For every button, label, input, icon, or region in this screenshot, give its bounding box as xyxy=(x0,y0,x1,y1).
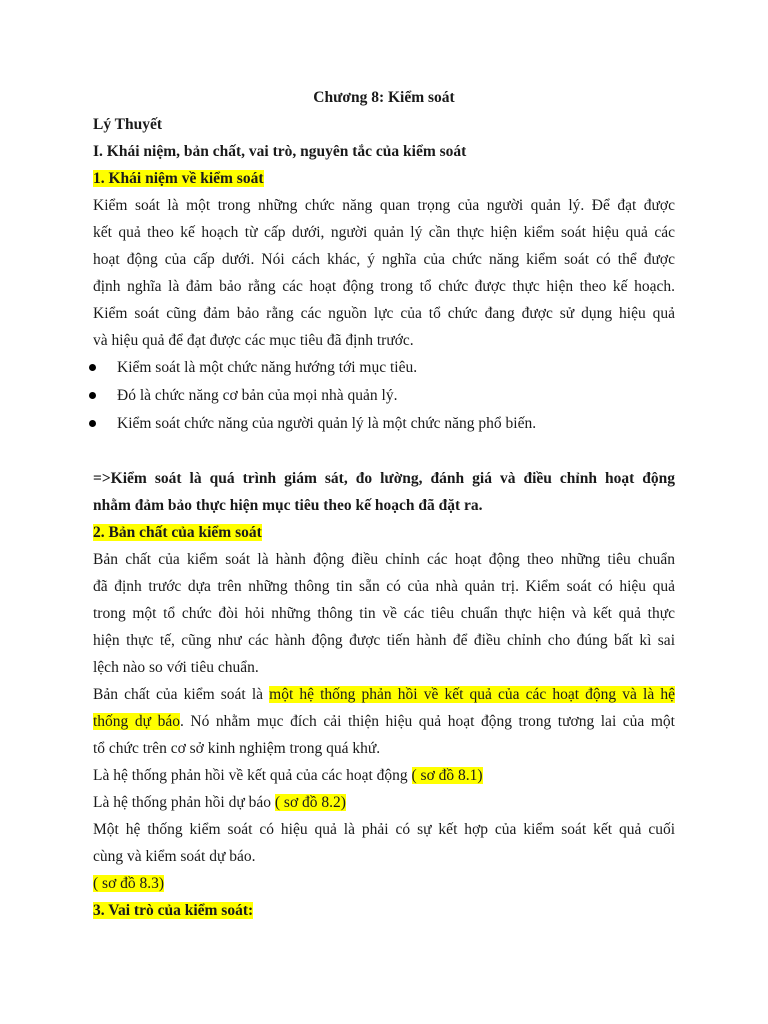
paragraph-line: hiện thực tế, cũng như các hành động được tiến hành để điều chỉnh cho đúng bất kì sai xyxy=(93,632,675,649)
list-item-text: Kiểm soát chức năng của người quản lý là một chức năng phổ biến. xyxy=(117,415,537,432)
bullet-icon xyxy=(89,364,96,371)
paragraph-line: Một hệ thống kiểm soát có hiệu quả là phải có sự kết hợp của kiểm soát kết quả cuối xyxy=(93,821,675,838)
list-item xyxy=(93,354,675,382)
paragraph-line: và hiệu quả để đạt được các mục tiêu đã định trước. xyxy=(93,332,414,349)
diagram-ref: ( sơ đồ 8.1) xyxy=(411,767,483,784)
paragraph-line: hoạt động của cấp dưới. Nói cách khác, ý nghĩa của chức năng kiểm soát có thể được xyxy=(93,251,675,268)
paragraph-line xyxy=(93,708,675,735)
diagram-ref: ( sơ đồ 8.3) xyxy=(93,875,165,892)
subsection-2-heading xyxy=(93,519,675,546)
text-run: Là hệ thống phản hồi dự báo xyxy=(93,794,275,811)
highlight: một hệ thống phản hồi về kết quả của các hoạt động và là hệ xyxy=(269,686,675,703)
document-content xyxy=(93,84,675,924)
paragraph-line: định nghĩa là đảm bảo rằng các hoạt động trong tổ chức được thực hiện theo kế hoạch. xyxy=(93,278,675,295)
combo-ref-line xyxy=(93,870,675,897)
conclusion-line: =>Kiểm soát là quá trình giám sát, đo lường, đánh giá và điều chỉnh hoạt động xyxy=(93,470,675,487)
feedback-line xyxy=(93,762,675,789)
paragraph-line: kết quả theo kế hoạch từ cấp dưới, người quản lý cần thực hiện kiểm soát hiệu quả các xyxy=(93,224,675,241)
section-heading: I. Khái niệm, bản chất, vai trò, nguyên tắc của kiểm soát xyxy=(93,143,467,160)
theory-heading: Lý Thuyết xyxy=(93,116,163,133)
highlight: thống dự báo xyxy=(93,713,180,730)
chapter-title: Chương 8: Kiểm soát xyxy=(313,89,455,106)
diagram-ref: ( sơ đồ 8.2) xyxy=(274,794,346,811)
blank-line xyxy=(93,438,675,465)
text-run: Là hệ thống phản hồi về kết quả của các hoạt động xyxy=(93,767,412,784)
paragraph-line: Kiểm soát cũng đảm bảo rằng các nguồn lực của tổ chức đang được sử dụng hiệu quả xyxy=(93,305,675,322)
list-item-text: Đó là chức năng cơ bản của mọi nhà quản lý. xyxy=(117,387,398,404)
highlight: 2. Bản chất của kiểm soát xyxy=(93,524,262,541)
paragraph-line: trong một tổ chức đòi hỏi những thông tin về các tiêu chuẩn thực hiện và kết quả thực xyxy=(93,605,675,622)
text-run: . Nó nhằm mục đích cải thiện hiệu quả hoạt động trong tương lai của một xyxy=(179,713,675,730)
list-item xyxy=(93,382,675,410)
bullet-list xyxy=(93,354,675,438)
paragraph-line: Kiểm soát là một trong những chức năng quan trọng của người quản lý. Để đạt được xyxy=(93,197,675,214)
paragraph-line: tổ chức trên cơ sở kinh nghiệm trong quá khứ. xyxy=(93,740,381,757)
subsection-3-heading xyxy=(93,897,675,924)
bullet-icon xyxy=(89,420,96,427)
bullet-icon xyxy=(89,392,96,399)
paragraph-line: Bản chất của kiểm soát là hành động điều chỉnh các hoạt động theo những tiêu chuẩn xyxy=(93,551,675,568)
paragraph-line xyxy=(93,681,675,708)
list-item xyxy=(93,410,675,438)
paragraph-line: cùng và kiểm soát dự báo. xyxy=(93,848,256,865)
paragraph-line: đã định trước dựa trên những thông tin sẵn có của nhà quản trị. Kiểm soát có hiệu quả xyxy=(93,578,675,595)
forecast-line xyxy=(93,789,675,816)
text-run: Bản chất của kiểm soát là xyxy=(93,686,270,703)
paragraph-line: lệch nào so với tiêu chuẩn. xyxy=(93,659,259,676)
list-item-text: Kiểm soát là một chức năng hướng tới mục tiêu. xyxy=(117,359,418,376)
conclusion-line: nhằm đảm bảo thực hiện mục tiêu theo kế hoạch đã đặt ra. xyxy=(93,497,483,514)
highlight: 3. Vai trò của kiểm soát: xyxy=(93,902,254,919)
highlight: 1. Khái niệm về kiểm soát xyxy=(93,170,264,187)
subsection-1-heading xyxy=(93,165,675,192)
